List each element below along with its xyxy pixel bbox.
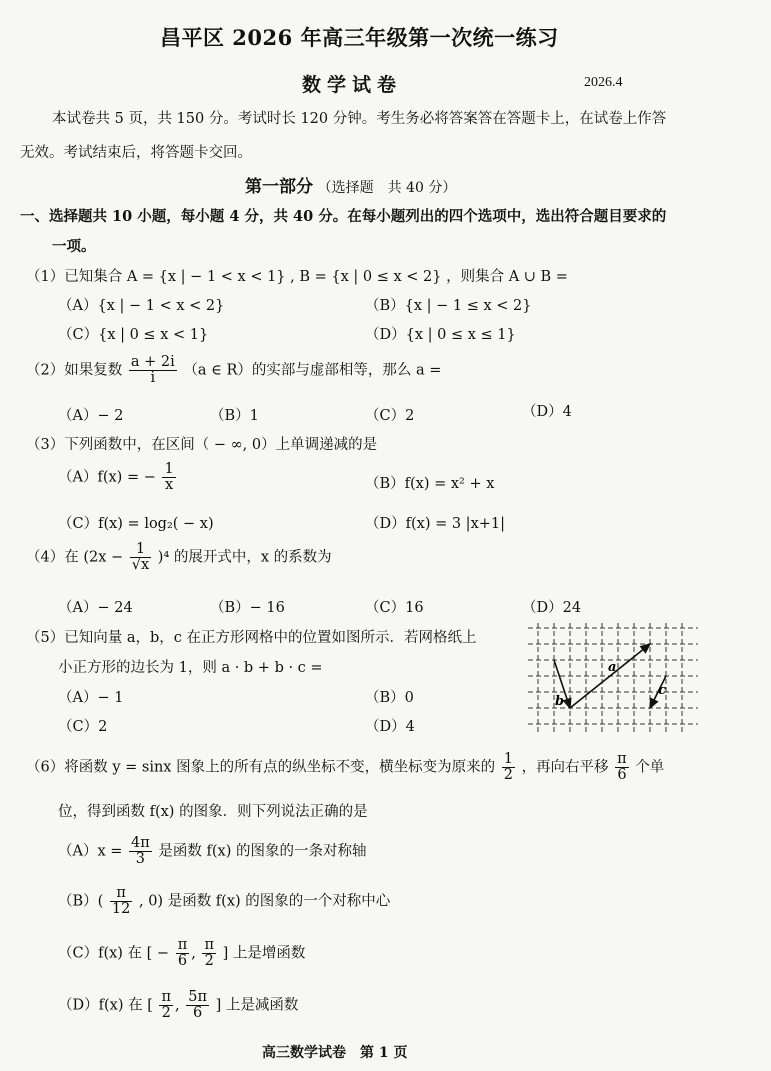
q6-d-d1: 2 [161, 1005, 171, 1022]
q6-option-b [58, 886, 390, 917]
q6-option-d [58, 990, 298, 1021]
q6-c-pre: （C）f(x) 在 [ − [58, 945, 170, 962]
q1-option-b: （B）{x | − 1 ≤ x < 2} [365, 298, 532, 314]
q5-label-c: c [658, 683, 666, 698]
part1-title: 第一部分 [245, 177, 313, 197]
part1-subtitle: （选择题 共 40 分） [317, 180, 457, 196]
section-heading-line-2: 一项。 [52, 238, 96, 255]
q4-frac-den: √x [131, 557, 150, 574]
q5-label-b: b [555, 694, 565, 709]
q2-stem [26, 355, 441, 386]
instructions-line-2: 无效。考试结束后，将答题卡交回。 [20, 145, 252, 161]
q1-stem: （1）已知集合 A = {x | − 1 < x < 1} , B = {x | 0 ≤ x < 2} ，则集合 A ∪ B = [26, 269, 568, 285]
q6-b-pre: （B）( [58, 893, 104, 910]
q1-option-a: （A）{x | − 1 < x < 2} [58, 298, 225, 314]
q4-stem [26, 542, 332, 573]
q6-c-n1: π [177, 937, 188, 953]
q6-c-post: ] 上是增函数 [222, 945, 306, 962]
q6-option-a [58, 836, 366, 867]
q3-option-a-fraction [162, 462, 175, 493]
q6-fraction-half [502, 752, 515, 783]
q6-f1-num: 1 [503, 751, 513, 767]
section-heading-line-1: 一、选择题共 10 小题，每小题 4 分，共 40 分。在每小题列出的四个选项中，选出符合题目要求的 [20, 208, 667, 225]
q2-option-a: （A）− 2 [58, 408, 124, 424]
q5-option-b: （B）0 [365, 690, 414, 706]
q4-option-d: （D）24 [522, 600, 582, 616]
page-footer: 高三数学试卷 第 1 页 [262, 1045, 408, 1061]
q3-option-a-pre: （A）f(x) = − [58, 469, 156, 486]
q6-stem-post: 个单 [635, 759, 665, 776]
q6-f2-den: 6 [617, 767, 627, 784]
q6-b-num: π [110, 886, 132, 902]
q4-fraction [130, 542, 151, 573]
q6-c-d1: 6 [177, 953, 188, 970]
q2-frac-den: i [150, 370, 156, 387]
q3-option-b: （B）f(x) = x² + x [365, 476, 495, 492]
exam-title: 昌平区 2026 年高三年级第一次统一练习 [160, 25, 559, 50]
q2-option-b: （B）1 [210, 408, 259, 424]
q6-d-fraction-2 [186, 990, 209, 1021]
q3-option-a [58, 462, 178, 493]
q3-option-c: （C）f(x) = log₂( − x) [58, 516, 214, 532]
q5-label-a: a [608, 660, 617, 675]
q4-option-b: （B）− 16 [210, 600, 285, 616]
q5-option-d: （D）4 [365, 719, 415, 735]
q6-d-post: ] 上是减函数 [215, 997, 299, 1014]
q3-option-d: （D）f(x) = 3 |x+1| [365, 516, 506, 532]
q2-stem-post: （a ∈ R）的实部与虚部相等，那么 a = [183, 362, 442, 379]
q4-option-c: （C）16 [365, 600, 424, 616]
part1-heading [245, 172, 456, 197]
q6-c-fraction-1 [176, 938, 190, 969]
q2-option-d: （D）4 [522, 404, 572, 420]
q6-a-den: 3 [135, 851, 146, 868]
q6-a-fraction [129, 836, 152, 867]
exam-date: 2026.4 [584, 75, 623, 90]
q5-option-a: （A）− 1 [58, 690, 124, 706]
q6-a-pre: （A）x = [58, 843, 123, 860]
q6-f1-den: 2 [503, 767, 513, 784]
q1-option-c: （C）{x | 0 ≤ x < 1} [58, 327, 209, 343]
q6-d-fraction-1 [159, 990, 173, 1021]
instructions-line-1: 本试卷共 5 页，共 150 分。考试时长 120 分钟。考生务必将答案答在答题卡上，在试卷上作答 [52, 111, 667, 127]
q6-d-n1: π [161, 989, 171, 1005]
q5-vector-grid-figure [528, 623, 698, 733]
q2-stem-pre: （2）如果复数 [26, 362, 123, 379]
q6-stem-line-2: 位，得到函数 f(x) 的图象．则下列说法正确的是 [58, 804, 368, 820]
q6-b-fraction [110, 886, 132, 917]
q6-d-n2: 5π [188, 989, 207, 1005]
q6-c-n2: π [204, 937, 214, 953]
q4-option-a: （A）− 24 [58, 600, 133, 616]
q5-option-c: （C）2 [58, 719, 108, 735]
q4-stem-post: )⁴ 的展开式中，x 的系数为 [157, 549, 332, 566]
q5-stem-line-2: 小正方形的边长为 1，则 a · b + b · c = [58, 660, 323, 676]
q6-d-pre: （D）f(x) 在 [ [58, 997, 153, 1014]
q6-stem-mid: ，再向右平移 [521, 759, 609, 776]
q6-stem-line-1 [26, 752, 664, 783]
q2-frac-num: a + 2i [130, 354, 175, 370]
q6-c-d2: 2 [204, 953, 214, 970]
q6-c-fraction-2 [202, 938, 216, 969]
q6-d-sep: , [175, 997, 180, 1014]
q6-fraction-pi-6 [615, 752, 629, 783]
q6-c-sep: , [191, 945, 196, 962]
q6-a-num: 4π [131, 835, 150, 851]
q5-stem-line-1: （5）已知向量 a，b，c 在正方形网格中的位置如图所示．若网格纸上 [26, 630, 477, 646]
exam-subtitle: 数学试卷 [302, 74, 403, 96]
q4-frac-num: 1 [130, 542, 151, 558]
q1-option-d: （D）{x | 0 ≤ x ≤ 1} [365, 327, 516, 343]
q3-a-num: 1 [164, 461, 174, 477]
q5-vector-a-arrow [570, 644, 650, 708]
q6-f2-num: π [617, 751, 627, 767]
q2-fraction [129, 355, 177, 386]
q6-b-post: , 0) 是函数 f(x) 的图象的一个对称中心 [138, 893, 391, 910]
q6-b-den: 12 [111, 901, 131, 918]
q6-option-c [58, 938, 305, 969]
q6-a-post: 是函数 f(x) 的图象的一条对称轴 [158, 843, 367, 860]
q6-d-d2: 6 [192, 1005, 203, 1022]
q3-stem: （3）下列函数中，在区间（ − ∞, 0）上单调递减的是 [26, 437, 378, 453]
q5-grid-lines [528, 623, 698, 733]
q4-stem-pre: （4）在 (2x − [26, 549, 124, 566]
q2-option-c: （C）2 [365, 408, 415, 424]
q6-stem-pre: （6）将函数 y = sinx 图象上的所有点的纵坐标不变，横坐标变为原来的 [26, 759, 496, 776]
q3-a-den: x [164, 477, 174, 494]
